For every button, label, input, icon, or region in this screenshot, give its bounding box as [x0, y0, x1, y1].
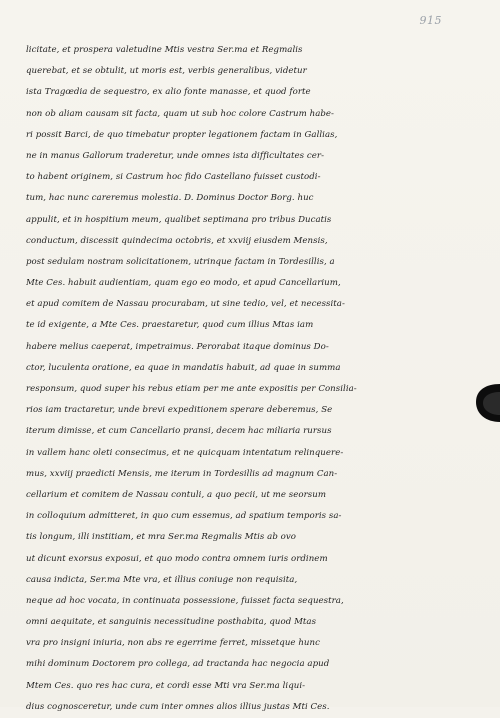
text-line: et apud comitem de Nassau procurabam, ut sine tedio, vel, et necessita- [26, 299, 345, 310]
text-line: habere melius caeperat, impetraimus. Perorabat itaque dominus Do- [26, 341, 329, 352]
text-line: querebat, et se obtulit, ut moris est, verbis generalibus, videtur [26, 66, 307, 77]
text-line: ista Tragœdia de sequestro, ex alio fonte manasse, et quod forte [26, 87, 311, 98]
text-line: conductum, discessit quindecima octobris, et xxviij eiusdem Mensis, [26, 235, 328, 246]
text-line: appulit, et in hospitium meum, qualibet septimana pro tribus Ducatis [26, 214, 332, 225]
text-line: causa indicta, Ser.ma Mte vra, et illius coniuge non requisita, [26, 574, 298, 585]
text-line: dius cognosceretur, unde cum inter omnes alios illius justas Mti Ces. [26, 701, 330, 712]
folio-number: 915 [419, 14, 442, 27]
text-line: in vallem hanc oleti consecimus, et ne quicquam intentatum relinquere- [26, 447, 344, 458]
text-line: licitate, et prospera valetudine Mtis vestra Ser.ma et Regmalis [26, 45, 303, 55]
text-line: cellarium et comitem de Nassau contuli, a quo pecii, ut me seorsum [26, 489, 327, 500]
text-line: omni aequitate, et sanguinis necessitudine posthabita, quod Mtas [26, 617, 317, 628]
text-line: responsum, quod super his rebus etiam per me ante expositis per Consilia- [26, 384, 357, 394]
text-line: iterum dimisse, et cum Cancellario pransi, decem hac miliaria rursus [26, 426, 332, 437]
text-line: post sedulam nostram solicitationem, utrinque factam in Tordesillis, a [26, 256, 335, 267]
text-line: ctor, luculenta oratione, ea quae in mandatis habuit, ad quae in summa [26, 362, 341, 373]
text-line: neque ad hoc vocata, in continuata possessione, fuisset facta sequestra, [26, 595, 344, 606]
binder-clip-icon [464, 382, 500, 426]
text-line: vra pro insigni iniuria, non abs re egerrime ferret, missetque hunc [26, 638, 320, 649]
text-line: tis longum, illi institiam, et mra Ser.ma Regmalis Mtis ab ovo [26, 532, 297, 543]
text-line: ne in manus Gallorum traderetur, unde omnes ista difficultates cer- [26, 150, 325, 161]
text-line: Mte Ces. habuit audientiam, quam ego eo modo, et apud Cancellarium, [26, 278, 341, 289]
text-line: non ob aliam causam sit facta, quam ut sub hoc colore Castrum habe- [26, 108, 335, 119]
text-line: Mtem Ces. quo res hac cura, et cordi esse Mti vra Ser.ma liqui- [26, 680, 306, 691]
text-line: ut dicunt exorsus exposui, et quo modo contra omnem iuris ordinem [26, 553, 328, 564]
text-line: mus, xxviij praedicti Mensis, me iterum in Tordesillis ad magnum Can- [26, 468, 338, 479]
manuscript-text-block [26, 40, 426, 718]
text-line: tum, hac nunc careremus molestia. D. Dominus Doctor Borg. huc [26, 193, 314, 204]
text-line: mihi dominum Doctorem pro collega, ad tractanda hac negocia apud [26, 659, 330, 670]
text-line: ri possit Barci, de quo timebatur propter legationem factam in Gallias, [26, 129, 338, 140]
text-line: te id exigente, a Mte Ces. praestaretur, quod cum illius Mtas iam [26, 320, 314, 331]
text-line: to habent originem, si Castrum hoc fido Castellano fuisset custodi- [26, 172, 321, 183]
text-line: in colloquium admitteret, in quo cum essemus, ad spatium temporis sa- [26, 511, 342, 522]
text-line: rios iam tractaretur, unde brevi expeditionem sperare deberemus, Se [26, 405, 333, 416]
